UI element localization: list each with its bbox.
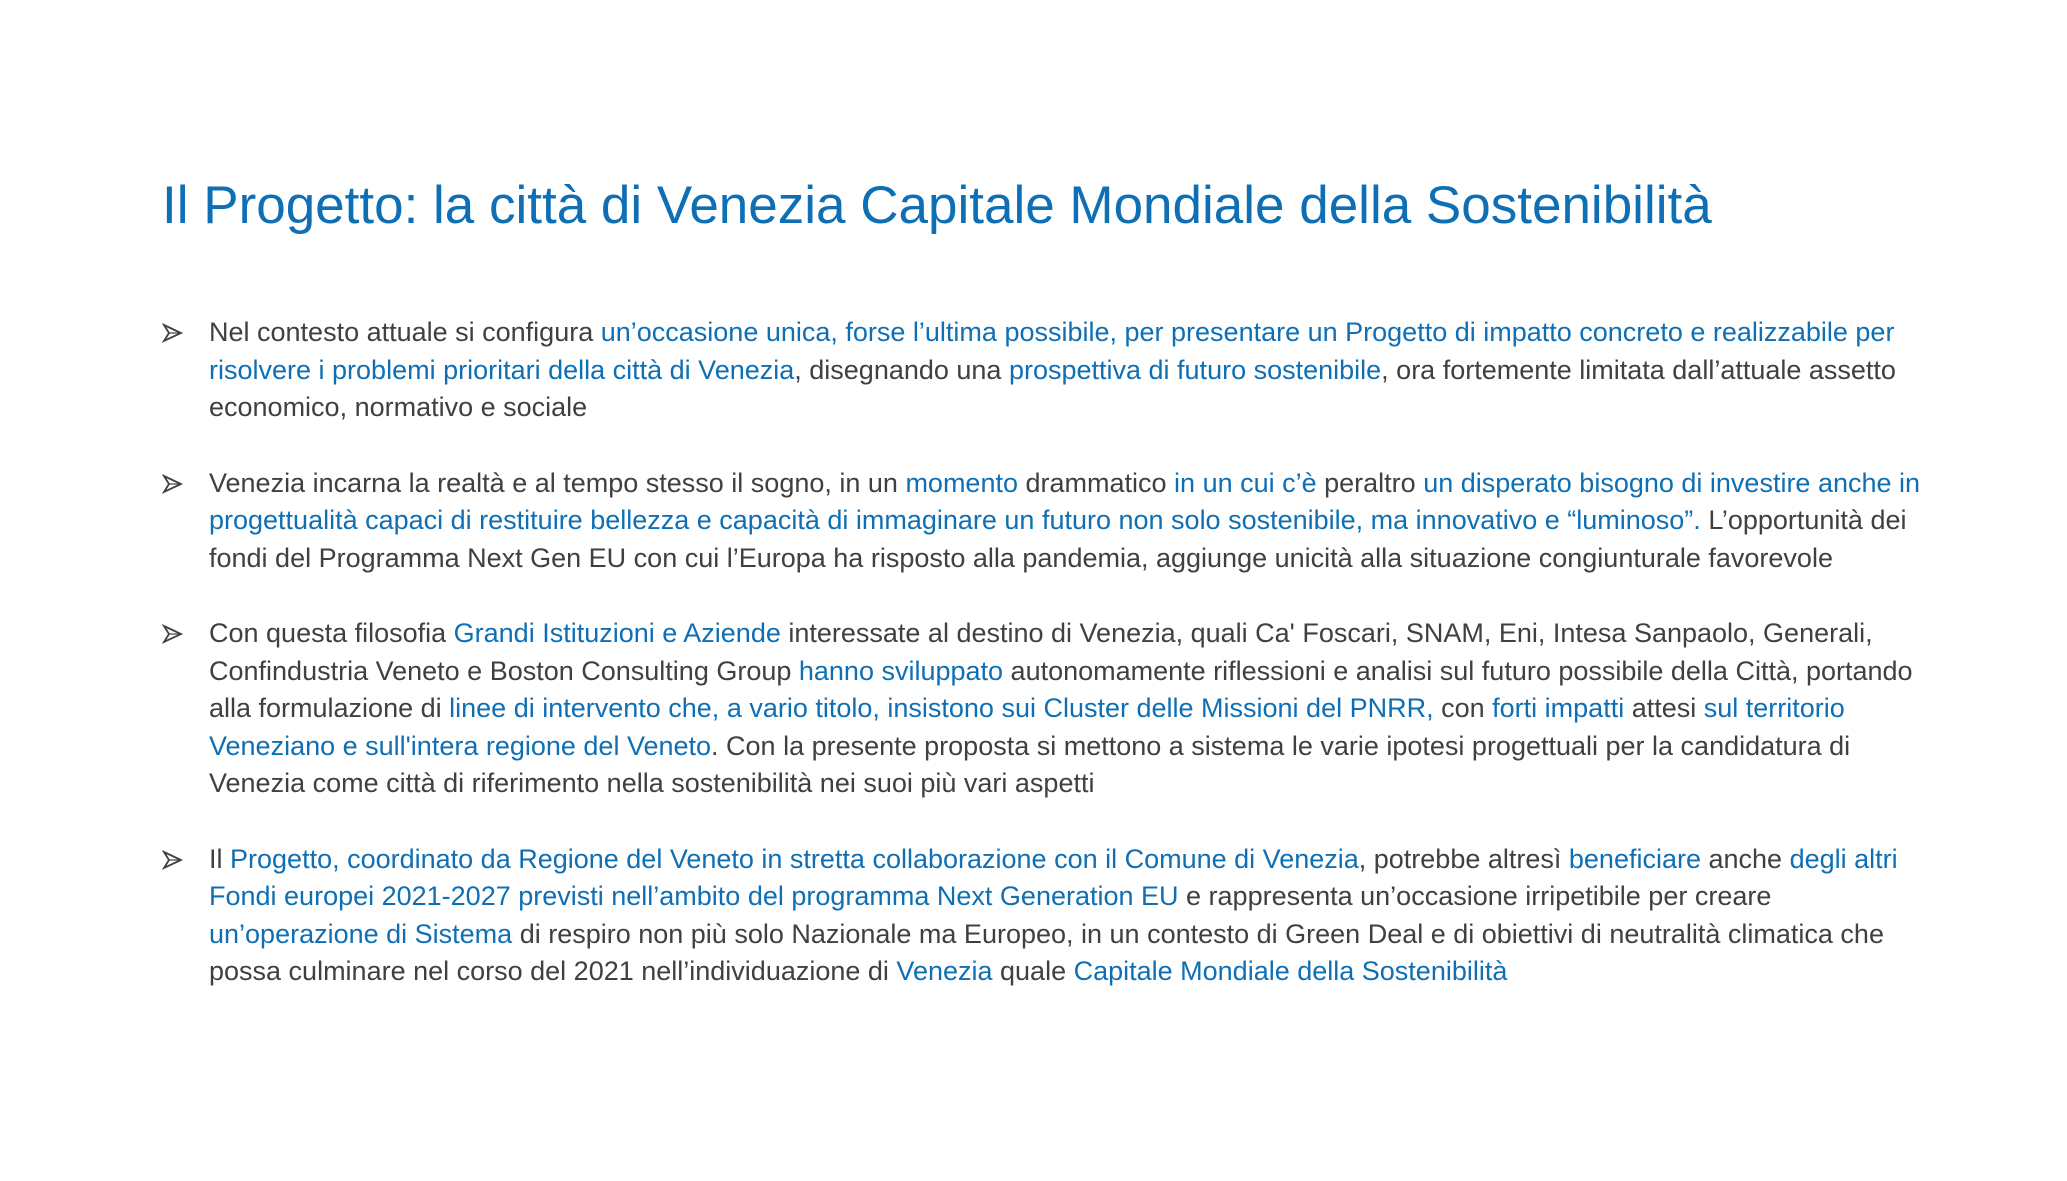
arrow-bullet-icon (162, 841, 186, 878)
highlight-segment: un’operazione di Sistema (209, 918, 513, 949)
bullet-text (209, 618, 1913, 798)
text-segment: attesi (1624, 693, 1704, 723)
arrow-bullet-icon (162, 314, 186, 351)
highlight-segment: un’occasione unica, forse l’ultima possibile, per presentare un Progetto di impatto concreto e realizzabile per risolvere i problemi prioritari della città di Venezia (209, 317, 1895, 385)
bullet-item (162, 314, 1932, 427)
arrow-bullet-icon (162, 465, 186, 502)
highlight-segment: in un cui c’è (1174, 467, 1317, 498)
bullet-text (209, 317, 1896, 422)
bullet-text (209, 844, 1898, 987)
text-segment: . Con la presente proposta si mettono a sistema le varie ipotesi progettuali per la candidatura di Venezia come città di riferimento nella sostenibilità nei suoi più vari aspetti (209, 730, 1851, 798)
text-segment: Il (209, 843, 231, 874)
text-segment: , ora fortemente limitata dall’attuale assetto economico, normativo e sociale (209, 354, 1896, 422)
bullet-item (162, 465, 1932, 578)
highlight-segment: Venezia (896, 956, 993, 986)
highlight-segment: beneficiare (1568, 843, 1701, 874)
text-segment: con (1433, 693, 1493, 723)
highlight-segment: sul territorio Veneziano e sull'intera regione del Veneto (209, 693, 1845, 761)
text-segment: Venezia incarna la realtà e al tempo stesso il sogno, in un (209, 467, 906, 498)
highlight-segment: degli altri Fondi europei 2021-2027 previsti nell’ambito del programma Next Generation EU (209, 843, 1898, 911)
highlight-segment: prospettiva di futuro sostenibile (1008, 354, 1382, 385)
slide-title: Il Progetto: la città di Venezia Capitale Mondiale della Sostenibilità (162, 176, 1712, 235)
highlight-segment: Capitale Mondiale della Sostenibilità (1073, 956, 1508, 986)
text-segment: peraltro (1316, 467, 1424, 498)
bullet-list (162, 314, 1932, 1029)
text-segment: , disegnando una (794, 354, 1009, 385)
highlight-segment: linee di intervento che, a vario titolo, insistono sui Cluster delle Missioni del PNRR, (449, 693, 1434, 723)
text-segment: , potrebbe altresì (1358, 843, 1569, 874)
highlight-segment: hanno sviluppato (798, 655, 1004, 686)
text-segment: Con questa filosofia (209, 618, 454, 648)
highlight-segment: Grandi Istituzioni e Aziende (453, 618, 781, 648)
text-segment: e rappresenta un’occasione irripetibile per creare (1178, 881, 1772, 911)
text-segment: autonomamente riflessioni e analisi sul futuro possibile della Città, portando alla formulazione di (209, 655, 1913, 723)
text-segment: drammatico (1018, 467, 1175, 498)
bullet-item (162, 841, 1932, 991)
text-segment: interessate al destino di Venezia, quali Ca' Foscari, SNAM, Eni, Intesa Sanpaolo, Generali, Confindustria Veneto e Boston Consulting Group (209, 618, 1873, 686)
bullet-text (209, 468, 1920, 573)
text-segment: L’opportunità dei fondi del Programma Next Gen EU con cui l’Europa ha risposto alla pandemia, aggiunge unicità alla situazione congiunturale favorevole (209, 505, 1907, 573)
highlight-segment: momento (905, 467, 1018, 498)
highlight-segment: un disperato bisogno di investire anche in progettualità capaci di restituire bellezza e capacità di immaginare un futuro non solo sostenibile, ma innovativo e “luminoso”. (209, 467, 1921, 535)
arrow-bullet-icon (162, 615, 186, 652)
highlight-segment: Progetto, coordinato da Regione del Veneto in stretta collaborazione con il Comune di Venezia (230, 843, 1359, 874)
bullet-item (162, 615, 1932, 803)
highlight-segment: forti impatti (1492, 693, 1625, 723)
text-segment: Nel contesto attuale si configura (209, 317, 601, 347)
text-segment: anche (1700, 843, 1790, 874)
text-segment: quale (992, 956, 1074, 986)
text-segment: di respiro non più solo Nazionale ma Europeo, in un contesto di Green Deal e di obiettivi di neutralità climatica che possa culminare nel corso del 2021 nell’individuazione di (209, 918, 1884, 986)
